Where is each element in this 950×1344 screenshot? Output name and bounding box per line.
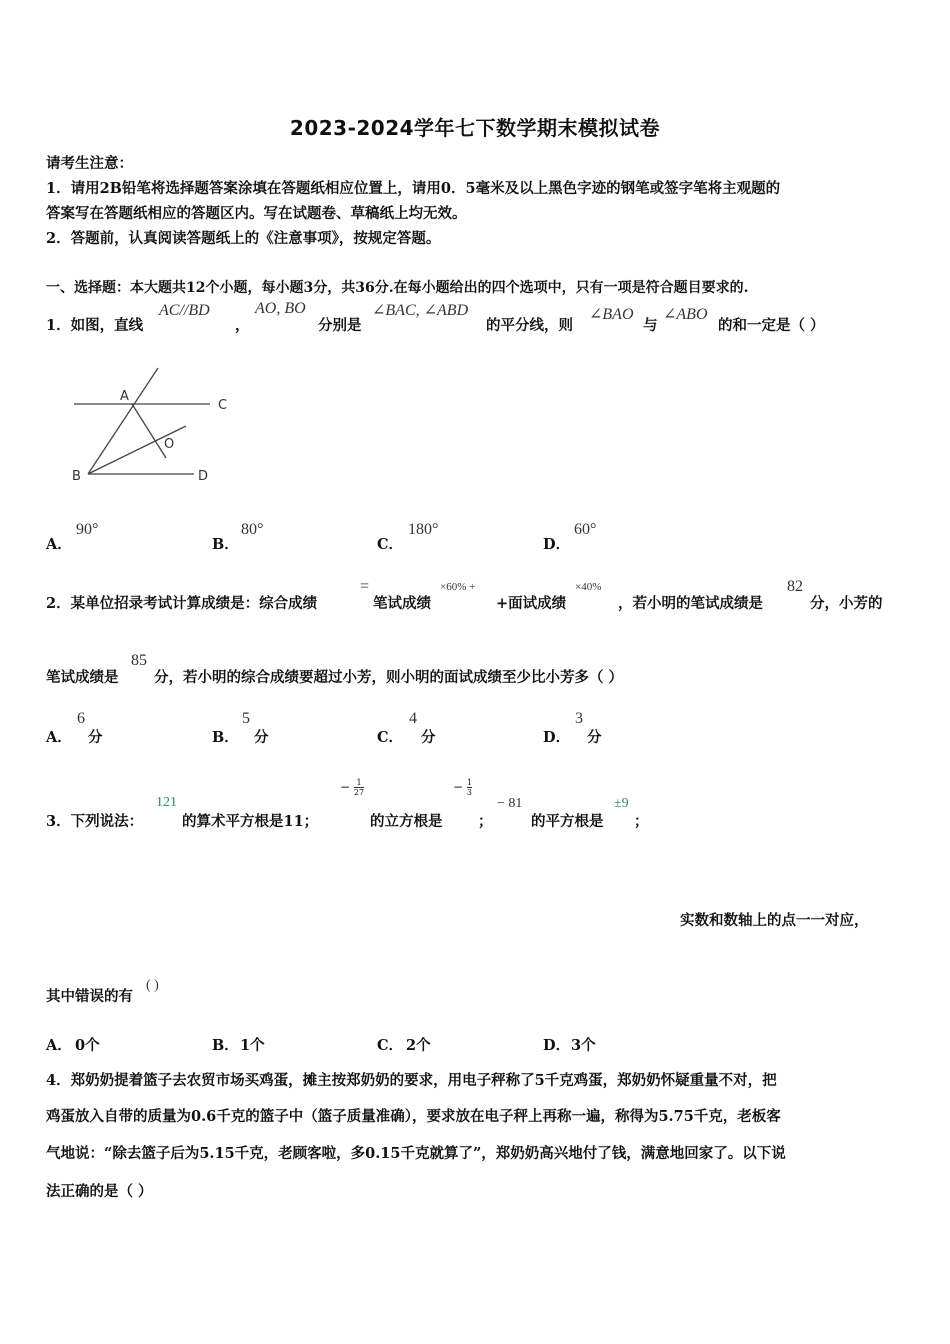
q3-option-a-letter: A． — [46, 1037, 72, 1054]
q3-neg-sign-2: − — [453, 780, 464, 794]
q1-stem-1: 1．如图，直线 — [46, 317, 144, 334]
q2-stem-3: +面试成绩 — [496, 595, 567, 612]
q1-option-c-letter: C． — [377, 536, 404, 553]
label-d: D — [198, 469, 209, 484]
q1-stem-2: ， — [235, 317, 250, 334]
q3-stem-8: 其中错误的有 — [46, 988, 133, 1005]
q2-option-d-unit: 分 — [587, 729, 602, 746]
q3-option-b-value: 1个 — [240, 1037, 265, 1054]
q3-stem-4: ； — [478, 813, 493, 830]
q1-option-c-value: 180° — [408, 521, 439, 538]
section-heading: 一、选择题：本大题共12个小题，每小题3分，共36分.在每小题给出的四个选项中，只有一项是符合题目要求的. — [46, 280, 749, 296]
q3-option-c-letter: C． — [377, 1037, 404, 1054]
q4-line-4: 法正确的是（ ） — [46, 1183, 153, 1200]
label-a: A — [120, 389, 129, 404]
q2-option-b-unit: 分 — [254, 729, 269, 746]
notice-heading: 请考生注意： — [46, 155, 133, 172]
q2-stem-2: 笔试成绩 — [373, 595, 431, 612]
q1-stem-3: 分别是 — [318, 317, 362, 334]
q3-stem-2: 的算术平方根是11； — [182, 813, 319, 830]
q3-stem-7: 实数和数轴上的点一一对应， — [680, 912, 869, 929]
q1-math-angles: ∠BAC, ∠ABD — [372, 302, 469, 319]
q2-stem-7: 分，若小明的综合成绩要超过小芳，则小明的面试成绩至少比小芳多（ ） — [154, 669, 624, 686]
q1-option-a-letter: A． — [46, 536, 72, 553]
q3-fraction-1-27-den: 27 — [353, 788, 365, 797]
q2-math-60: ×60% + — [440, 581, 476, 593]
label-b: B — [72, 469, 81, 484]
q3-fraction-1-27 — [354, 778, 364, 797]
q3-math-neg-81: − 81 — [497, 796, 523, 811]
q2-option-c-value: 4 — [409, 710, 417, 727]
q3-stem-5: 的平方根是 — [531, 813, 604, 830]
q2-option-a-letter: A． — [46, 729, 72, 746]
q2-option-c-letter: C． — [377, 729, 404, 746]
q1-math-parallel: AC//BD — [159, 302, 210, 319]
q3-math-neg-fraction-3 — [453, 778, 472, 797]
q1-math-angle-bao: ∠BAO — [589, 306, 634, 323]
q2-math-40: ×40% — [575, 581, 602, 593]
q4-line-3: 气地说：“除去篮子后为5.15千克，老顾客啦，多0.15千克就算了”，郑奶奶高兴地付了钱，满意地回家了。以下说 — [46, 1145, 786, 1162]
q3-math-121: 121 — [156, 795, 177, 810]
q2-stem-6: 笔试成绩是 — [46, 669, 119, 686]
page-title: 2023-2024学年七下数学期末模拟试卷 — [289, 116, 661, 140]
q2-math-82: 82 — [787, 578, 803, 595]
notice-line-1: 1．请用2B铅笔将选择题答案涂填在答题纸相应位置上，请用0．5毫米及以上黑色字迹的钢笔或签字笔将主观题的 — [46, 180, 781, 197]
q2-stem-4: ，若小明的笔试成绩是 — [618, 595, 763, 612]
q3-answer-paren: ( ) — [146, 978, 159, 993]
q2-equals: = — [360, 578, 370, 595]
q1-option-d-letter: D． — [543, 536, 571, 553]
q1-option-b-letter: B． — [212, 536, 239, 553]
q1-option-d-value: 60° — [574, 521, 597, 538]
label-o: O — [164, 437, 175, 452]
q3-option-b-letter: B． — [212, 1037, 239, 1054]
q4-line-2: 鸡蛋放入自带的质量为0.6千克的篮子中（篮子质量准确），要求放在电子秤上再称一遍，称得为5.75千克，老板客 — [46, 1108, 781, 1125]
q3-stem-6: ； — [634, 813, 649, 830]
q2-math-85: 85 — [131, 652, 147, 669]
q4-line-1: 4．郑奶奶提着篮子去农贸市场买鸡蛋，摊主按郑奶奶的要求，用电子秤称了5千克鸡蛋，郑奶奶怀疑重量不对，把 — [46, 1072, 777, 1089]
q3-math-plus-minus-9: ±9 — [614, 796, 629, 811]
q3-fraction-1-3 — [467, 778, 472, 797]
q2-option-b-value: 5 — [242, 710, 250, 727]
q1-option-b-value: 80° — [241, 521, 264, 538]
q1-stem-4: 的平分线，则 — [486, 317, 573, 334]
q1-option-a-value: 90° — [76, 521, 99, 538]
line-ab — [88, 368, 158, 474]
q2-option-d-value: 3 — [575, 710, 583, 727]
q1-geometry-figure — [68, 362, 238, 492]
q2-option-a-unit: 分 — [88, 729, 103, 746]
q2-stem-1: 2．某单位招录考试计算成绩是：综合成绩 — [46, 595, 318, 612]
q1-math-angle-abo: ∠ABO — [663, 306, 708, 323]
q3-option-a-value: 0个 — [75, 1037, 100, 1054]
q3-neg-sign-1: − — [340, 780, 351, 794]
q3-fraction-1-3-den: 3 — [466, 788, 472, 797]
notice-line-2: 答案写在答题纸相应的答题区内。写在试题卷、草稿纸上均无效。 — [46, 205, 467, 222]
q3-stem-3: 的立方根是 — [370, 813, 443, 830]
q1-stem-6: 的和一定是（ ） — [718, 317, 825, 334]
q2-stem-5: 分，小芳的 — [810, 595, 883, 612]
label-c: C — [218, 398, 228, 413]
q3-option-d-letter: D． — [543, 1037, 571, 1054]
q3-option-c-value: 2个 — [406, 1037, 431, 1054]
q3-fraction-1-3-num: 1 — [466, 778, 472, 787]
notice-line-3: 2．答题前，认真阅读答题纸上的《注意事项》，按规定答题。 — [46, 230, 441, 247]
q2-option-d-letter: D． — [543, 729, 571, 746]
q3-fraction-1-27-num: 1 — [356, 778, 362, 787]
q3-stem-1: 3．下列说法： — [46, 813, 144, 830]
q2-option-c-unit: 分 — [421, 729, 436, 746]
q1-stem-5: 与 — [643, 317, 658, 334]
q3-math-neg-fraction-27 — [340, 778, 364, 797]
q3-option-d-value: 3个 — [571, 1037, 596, 1054]
q2-option-b-letter: B． — [212, 729, 239, 746]
q2-option-a-value: 6 — [77, 710, 85, 727]
q1-math-bisectors: AO, BO — [255, 300, 306, 317]
